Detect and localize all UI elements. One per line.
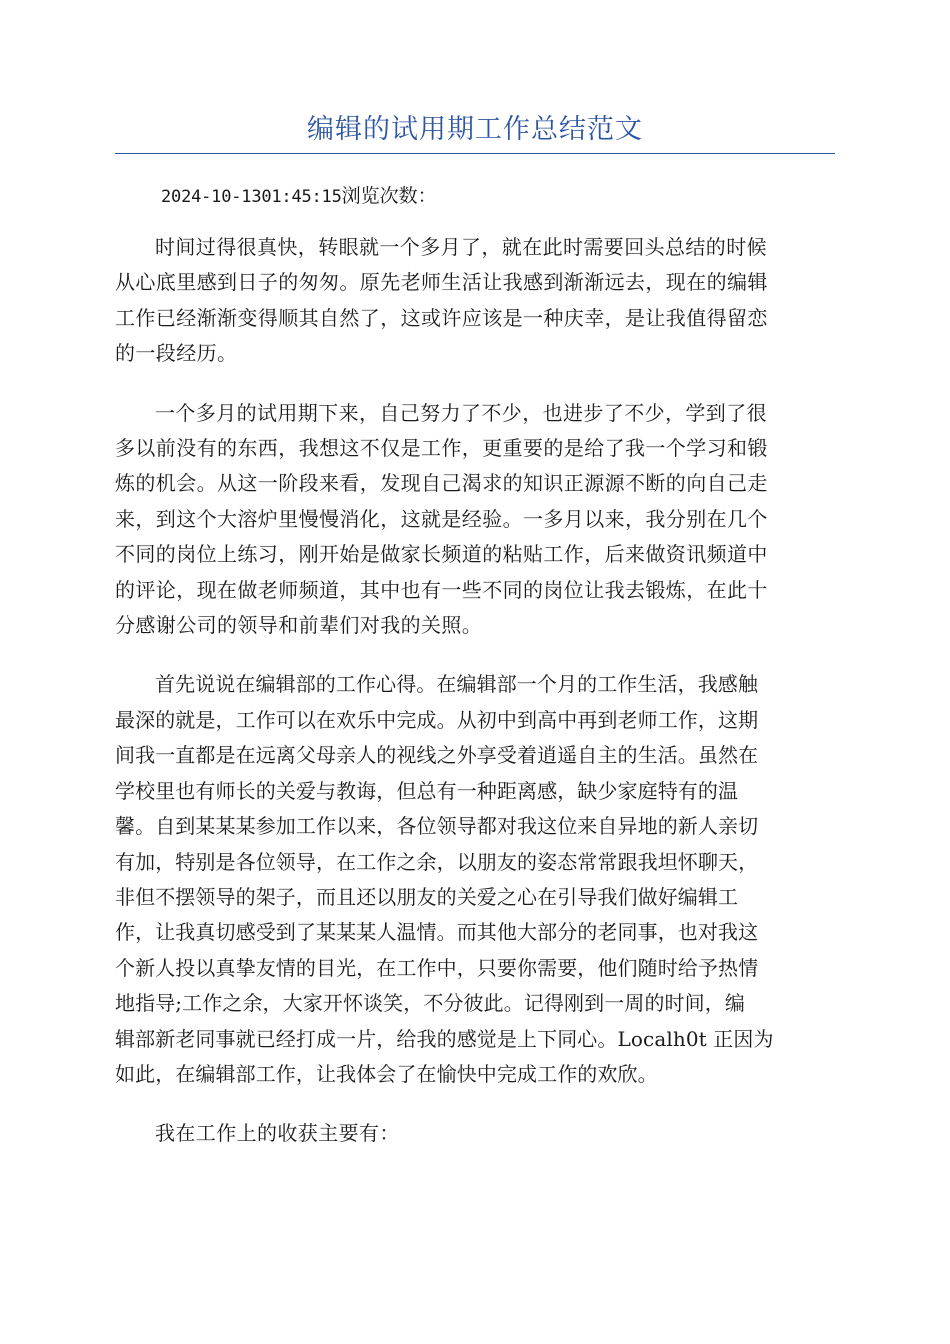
- paragraph-line: 个新人投以真挚友情的目光，在工作中，只要你需要，他们随时给予热情: [115, 955, 759, 980]
- paragraph-line: 学校里也有师长的关爱与教诲，但总有一种距离感，缺少家庭特有的温: [115, 778, 739, 803]
- paragraph-line: 地指导;工作之余，大家开怀谈笑，不分彼此。记得刚到一周的时间，编: [115, 991, 745, 1016]
- paragraph-line: 如此，在编辑部工作，让我体会了在愉快中完成工作的欢欣。: [115, 1061, 658, 1086]
- document-title: 编辑的试用期工作总结范文: [307, 114, 643, 145]
- publish-timestamp: 2024-10-1301:45:15: [161, 187, 342, 207]
- paragraph-line: 从心底里感到日子的匆匆。原先老师生活让我感到渐渐远去，现在的编辑: [115, 270, 768, 295]
- paragraph-line: 辑部新老同事就已经打成一片，给我的感觉是上下同心。Localh0t 正因为: [115, 1026, 774, 1051]
- paragraph-line: 最深的就是，工作可以在欢乐中完成。从初中到高中再到老师工作，这期: [115, 707, 759, 732]
- paragraph-1: [115, 230, 835, 372]
- paragraph-line: 馨。自到某某某参加工作以来，各位领导都对我这位来自异地的新人亲切: [115, 814, 759, 839]
- paragraph-4: [115, 1116, 835, 1151]
- paragraph-line: 来，到这个大溶炉里慢慢消化，这就是经验。一多月以来，我分别在几个: [115, 506, 768, 531]
- paragraph-line: 我在工作上的收获主要有：: [155, 1121, 400, 1146]
- paragraph-2: [115, 396, 835, 644]
- view-count-label: 浏览次数：: [341, 185, 437, 207]
- paragraph-line: 分感谢公司的领导和前辈们对我的关照。: [115, 613, 483, 638]
- paragraph-line: 间我一直都是在远离父母亲人的视线之外享受着逍遥自主的生活。虽然在: [115, 743, 759, 768]
- title-underline: [115, 153, 835, 154]
- paragraph-line: 首先说说在编辑部的工作心得。在编辑部一个月的工作生活，我感触: [155, 672, 758, 697]
- paragraph-line: 工作已经渐渐变得顺其自然了，这或许应该是一种庆幸，是让我值得留恋: [115, 305, 768, 330]
- paragraph-line: 非但不摆领导的架子，而且还以朋友的关爱之心在引导我们做好编辑工: [115, 884, 739, 909]
- paragraph-line: 有加，特别是各位领导，在工作之余，以朋友的姿态常常跟我坦怀聊天，: [115, 849, 759, 874]
- paragraph-line: 时间过得很真快，转眼就一个多月了，就在此时需要回头总结的时候: [155, 235, 767, 259]
- paragraph-line: 的评论，现在做老师频道，其中也有一些不同的岗位让我去锻炼，在此十: [115, 577, 768, 602]
- document-body: [115, 230, 835, 1176]
- paragraph-line: 一个多月的试用期下来，自己努力了不少，也进步了不少，学到了很: [155, 400, 767, 425]
- paragraph-3: [115, 667, 835, 1092]
- paragraph-line: 多以前没有的东西，我想这不仅是工作，更重要的是给了我一个学习和锻: [115, 436, 768, 461]
- paragraph-line: 作，让我真切感受到了某某某人温情。而其他大部分的老同事，也对我这: [115, 920, 759, 945]
- paragraph-line: 炼的机会。从这一阶段来看，发现自己渴求的知识正源源不断的向自己走: [115, 471, 768, 496]
- paragraph-line: 不同的岗位上练习，刚开始是做家长频道的粘贴工作，后来做资讯频道中: [115, 542, 768, 567]
- document-meta: [161, 181, 437, 212]
- paragraph-line: 的一段经历。: [115, 341, 238, 366]
